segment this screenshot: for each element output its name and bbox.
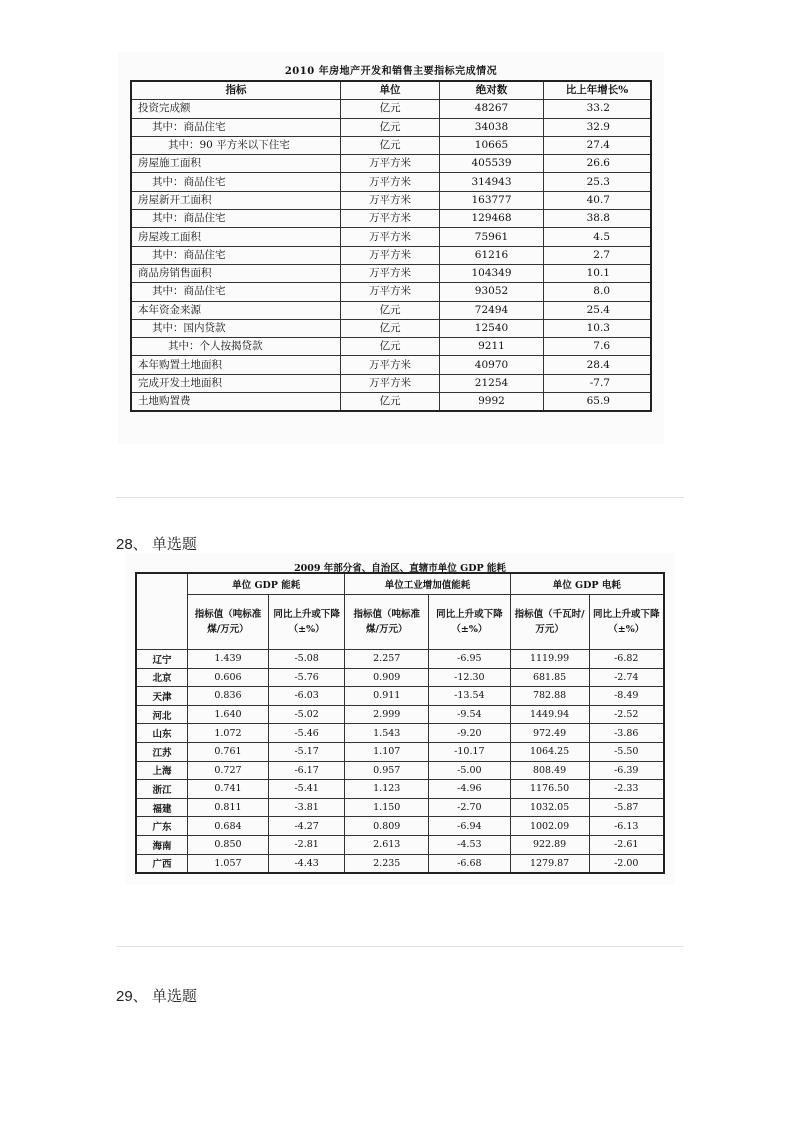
indicator-cell: 其中：90 平方米以下住宅 <box>131 136 341 154</box>
indicator-cell: 其中：个人按揭贷款 <box>131 338 341 356</box>
value-cell: 1002.09 <box>510 817 589 836</box>
unit-cell: 亿元 <box>341 100 440 118</box>
absolute-value-cell: 34038 <box>440 118 544 136</box>
province-cell: 山东 <box>136 724 188 743</box>
value-cell: -2.70 <box>429 798 511 817</box>
indicator-cell: 本年购置土地面积 <box>131 356 341 374</box>
value-cell: 972.49 <box>510 724 589 743</box>
value-cell: -3.86 <box>589 724 664 743</box>
province-cell: 浙江 <box>136 780 188 799</box>
growth-cell: 65.9 <box>544 393 652 412</box>
table-row <box>131 210 651 228</box>
value-cell: -4.53 <box>429 835 511 854</box>
value-cell: 1.150 <box>345 798 429 817</box>
indicator-cell: 其中：商品住宅 <box>131 118 341 136</box>
value-cell: -4.96 <box>429 780 511 799</box>
province-cell: 辽宁 <box>136 650 188 669</box>
absolute-value-cell: 104349 <box>440 264 544 282</box>
province-cell: 海南 <box>136 835 188 854</box>
value-cell: 0.727 <box>188 761 269 780</box>
absolute-value-cell: 12540 <box>440 319 544 337</box>
value-cell: 2.235 <box>345 854 429 873</box>
growth-cell: 33.2 <box>544 100 652 118</box>
indicator-cell: 本年资金来源 <box>131 301 341 319</box>
growth-cell: 25.4 <box>544 301 652 319</box>
value-cell: 0.850 <box>188 835 269 854</box>
value-cell: -12.30 <box>429 668 511 687</box>
table2-sub-1: 同比上升或下降（±%） <box>268 595 345 650</box>
indicator-cell: 房屋施工面积 <box>131 155 341 173</box>
province-cell: 广西 <box>136 854 188 873</box>
indicator-cell: 投资完成额 <box>131 100 341 118</box>
table-row <box>136 724 664 743</box>
absolute-value-cell: 405539 <box>440 155 544 173</box>
value-cell: -6.95 <box>429 650 511 669</box>
value-cell: -6.68 <box>429 854 511 873</box>
unit-cell: 亿元 <box>341 118 440 136</box>
province-cell: 福建 <box>136 798 188 817</box>
absolute-value-cell: 61216 <box>440 246 544 264</box>
table2-title: 2009 年部分省、自治区、直辖市单位 GDP 能耗 <box>294 563 506 574</box>
unit-cell: 万平方米 <box>341 173 440 191</box>
value-cell: 1119.99 <box>510 650 589 669</box>
value-cell: -6.03 <box>268 687 345 706</box>
growth-cell: 8.0 <box>544 283 652 301</box>
value-cell: -4.27 <box>268 817 345 836</box>
table2-body <box>136 650 664 874</box>
indicator-cell: 其中：商品住宅 <box>131 210 341 228</box>
table-row <box>131 136 651 154</box>
value-cell: 1449.94 <box>510 705 589 724</box>
value-cell: -5.50 <box>589 742 664 761</box>
table-row <box>131 191 651 209</box>
value-cell: -2.33 <box>589 780 664 799</box>
growth-cell: 2.7 <box>544 246 652 264</box>
value-cell: -6.82 <box>589 650 664 669</box>
value-cell: -6.39 <box>589 761 664 780</box>
unit-cell: 万平方米 <box>341 246 440 264</box>
growth-cell: 27.4 <box>544 136 652 154</box>
table-row <box>136 817 664 836</box>
value-cell: -5.00 <box>429 761 511 780</box>
table-row <box>131 338 651 356</box>
absolute-value-cell: 93052 <box>440 283 544 301</box>
value-cell: 0.911 <box>345 687 429 706</box>
table-row <box>136 668 664 687</box>
value-cell: 681.85 <box>510 668 589 687</box>
table2-sub-2: 指标值（吨标准煤/万元） <box>345 595 429 650</box>
value-cell: -2.61 <box>589 835 664 854</box>
absolute-value-cell: 9992 <box>440 393 544 412</box>
table-row <box>136 742 664 761</box>
absolute-value-cell: 40970 <box>440 356 544 374</box>
divider <box>116 497 684 498</box>
value-cell: -13.54 <box>429 687 511 706</box>
growth-cell: 26.6 <box>544 155 652 173</box>
absolute-value-cell: 314943 <box>440 173 544 191</box>
table1-title: 2010 年房地产开发和销售主要指标完成情况 <box>284 66 498 77</box>
unit-cell: 万平方米 <box>341 264 440 282</box>
growth-cell: 25.3 <box>544 173 652 191</box>
value-cell: -10.17 <box>429 742 511 761</box>
table-row <box>131 246 651 264</box>
value-cell: 1279.87 <box>510 854 589 873</box>
table-row <box>136 780 664 799</box>
table2-sub-0: 指标值（吨标准煤/万元） <box>188 595 269 650</box>
value-cell: 2.613 <box>345 835 429 854</box>
value-cell: -2.00 <box>589 854 664 873</box>
value-cell: 0.684 <box>188 817 269 836</box>
table2-group-gdp-energy: 单位 GDP 能耗 <box>188 573 345 595</box>
table2-group-industry-energy: 单位工业增加值能耗 <box>345 573 510 595</box>
unit-cell: 万平方米 <box>341 191 440 209</box>
province-cell: 北京 <box>136 668 188 687</box>
table2-group-row <box>136 573 664 595</box>
value-cell: -2.74 <box>589 668 664 687</box>
value-cell: 0.741 <box>188 780 269 799</box>
question-28-label: 28、 单选题 <box>116 536 197 553</box>
unit-cell: 万平方米 <box>341 356 440 374</box>
table-row <box>131 283 651 301</box>
value-cell: 1.123 <box>345 780 429 799</box>
value-cell: 1064.25 <box>510 742 589 761</box>
indicator-cell: 商品房销售面积 <box>131 264 341 282</box>
real-estate-table <box>130 80 652 412</box>
unit-cell: 亿元 <box>341 319 440 337</box>
value-cell: 2.999 <box>345 705 429 724</box>
table2-sub-4: 指标值（千瓦时/万元） <box>510 595 589 650</box>
value-cell: -6.94 <box>429 817 511 836</box>
growth-cell: 10.3 <box>544 319 652 337</box>
province-cell: 江苏 <box>136 742 188 761</box>
growth-cell: 38.8 <box>544 210 652 228</box>
table-row <box>131 100 651 118</box>
indicator-cell: 其中：商品住宅 <box>131 173 341 191</box>
value-cell: 1.543 <box>345 724 429 743</box>
table-row <box>136 705 664 724</box>
unit-cell: 万平方米 <box>341 210 440 228</box>
table-row <box>136 798 664 817</box>
absolute-value-cell: 72494 <box>440 301 544 319</box>
absolute-value-cell: 75961 <box>440 228 544 246</box>
table1-header-absolute: 绝对数 <box>440 81 544 100</box>
province-cell: 广东 <box>136 817 188 836</box>
table-row <box>136 835 664 854</box>
unit-cell: 万平方米 <box>341 374 440 392</box>
value-cell: 0.811 <box>188 798 269 817</box>
unit-cell: 亿元 <box>341 338 440 356</box>
absolute-value-cell: 9211 <box>440 338 544 356</box>
indicator-cell: 其中：商品住宅 <box>131 283 341 301</box>
table1-header-growth: 比上年增长% <box>544 81 652 100</box>
value-cell: -5.76 <box>268 668 345 687</box>
value-cell: 922.89 <box>510 835 589 854</box>
value-cell: -2.81 <box>268 835 345 854</box>
indicator-cell: 房屋竣工面积 <box>131 228 341 246</box>
value-cell: 0.836 <box>188 687 269 706</box>
absolute-value-cell: 10665 <box>440 136 544 154</box>
value-cell: 1.439 <box>188 650 269 669</box>
growth-cell: 4.5 <box>544 228 652 246</box>
table-row <box>131 173 651 191</box>
value-cell: -8.49 <box>589 687 664 706</box>
value-cell: 2.257 <box>345 650 429 669</box>
province-cell: 上海 <box>136 761 188 780</box>
absolute-value-cell: 163777 <box>440 191 544 209</box>
value-cell: 782.88 <box>510 687 589 706</box>
growth-cell: 32.9 <box>544 118 652 136</box>
growth-cell: 28.4 <box>544 356 652 374</box>
value-cell: -3.81 <box>268 798 345 817</box>
value-cell: 1.057 <box>188 854 269 873</box>
growth-cell: 7.6 <box>544 338 652 356</box>
absolute-value-cell: 21254 <box>440 374 544 392</box>
value-cell: -6.13 <box>589 817 664 836</box>
value-cell: 1.107 <box>345 742 429 761</box>
growth-cell: 40.7 <box>544 191 652 209</box>
question-29-label: 29、 单选题 <box>116 988 197 1005</box>
growth-cell: -7.7 <box>544 374 652 392</box>
value-cell: 0.606 <box>188 668 269 687</box>
table-row <box>131 356 651 374</box>
value-cell: -5.41 <box>268 780 345 799</box>
table1-header-row <box>131 81 651 100</box>
value-cell: -9.54 <box>429 705 511 724</box>
unit-cell: 亿元 <box>341 301 440 319</box>
indicator-cell: 土地购置费 <box>131 393 341 412</box>
value-cell: -2.52 <box>589 705 664 724</box>
value-cell: 1.640 <box>188 705 269 724</box>
table1-body <box>131 100 651 412</box>
table-row <box>131 301 651 319</box>
unit-cell: 亿元 <box>341 393 440 412</box>
value-cell: -5.08 <box>268 650 345 669</box>
value-cell: 0.909 <box>345 668 429 687</box>
energy-consumption-table <box>135 572 665 874</box>
value-cell: -6.17 <box>268 761 345 780</box>
value-cell: 1.072 <box>188 724 269 743</box>
value-cell: 0.809 <box>345 817 429 836</box>
table2-subheader-row <box>136 595 664 650</box>
value-cell: 808.49 <box>510 761 589 780</box>
table-row <box>131 228 651 246</box>
value-cell: -5.02 <box>268 705 345 724</box>
unit-cell: 万平方米 <box>341 228 440 246</box>
province-cell: 河北 <box>136 705 188 724</box>
value-cell: 1176.50 <box>510 780 589 799</box>
table-row <box>131 393 651 412</box>
value-cell: -4.43 <box>268 854 345 873</box>
absolute-value-cell: 129468 <box>440 210 544 228</box>
table2-sub-5: 同比上升或下降（±%） <box>589 595 664 650</box>
table-row <box>136 761 664 780</box>
table2-sub-3: 同比上升或下降（±%） <box>429 595 511 650</box>
unit-cell: 万平方米 <box>341 283 440 301</box>
table-row <box>131 155 651 173</box>
indicator-cell: 完成开发土地面积 <box>131 374 341 392</box>
table-row <box>131 319 651 337</box>
table-row <box>131 118 651 136</box>
value-cell: -9.20 <box>429 724 511 743</box>
divider <box>116 946 684 947</box>
table-row <box>131 264 651 282</box>
table-row <box>131 374 651 392</box>
table2-corner-cell <box>136 573 188 650</box>
unit-cell: 亿元 <box>341 136 440 154</box>
value-cell: -5.17 <box>268 742 345 761</box>
table1-header-indicator: 指标 <box>131 81 341 100</box>
absolute-value-cell: 48267 <box>440 100 544 118</box>
table-row <box>136 687 664 706</box>
value-cell: -5.46 <box>268 724 345 743</box>
table2-group-gdp-power: 单位 GDP 电耗 <box>510 573 664 595</box>
table1-header-unit: 单位 <box>341 81 440 100</box>
table-row <box>136 854 664 873</box>
indicator-cell: 其中：商品住宅 <box>131 246 341 264</box>
province-cell: 天津 <box>136 687 188 706</box>
table-row <box>136 650 664 669</box>
growth-cell: 10.1 <box>544 264 652 282</box>
indicator-cell: 其中：国内贷款 <box>131 319 341 337</box>
value-cell: 1032.05 <box>510 798 589 817</box>
value-cell: -5.87 <box>589 798 664 817</box>
unit-cell: 万平方米 <box>341 155 440 173</box>
value-cell: 0.957 <box>345 761 429 780</box>
value-cell: 0.761 <box>188 742 269 761</box>
indicator-cell: 房屋新开工面积 <box>131 191 341 209</box>
